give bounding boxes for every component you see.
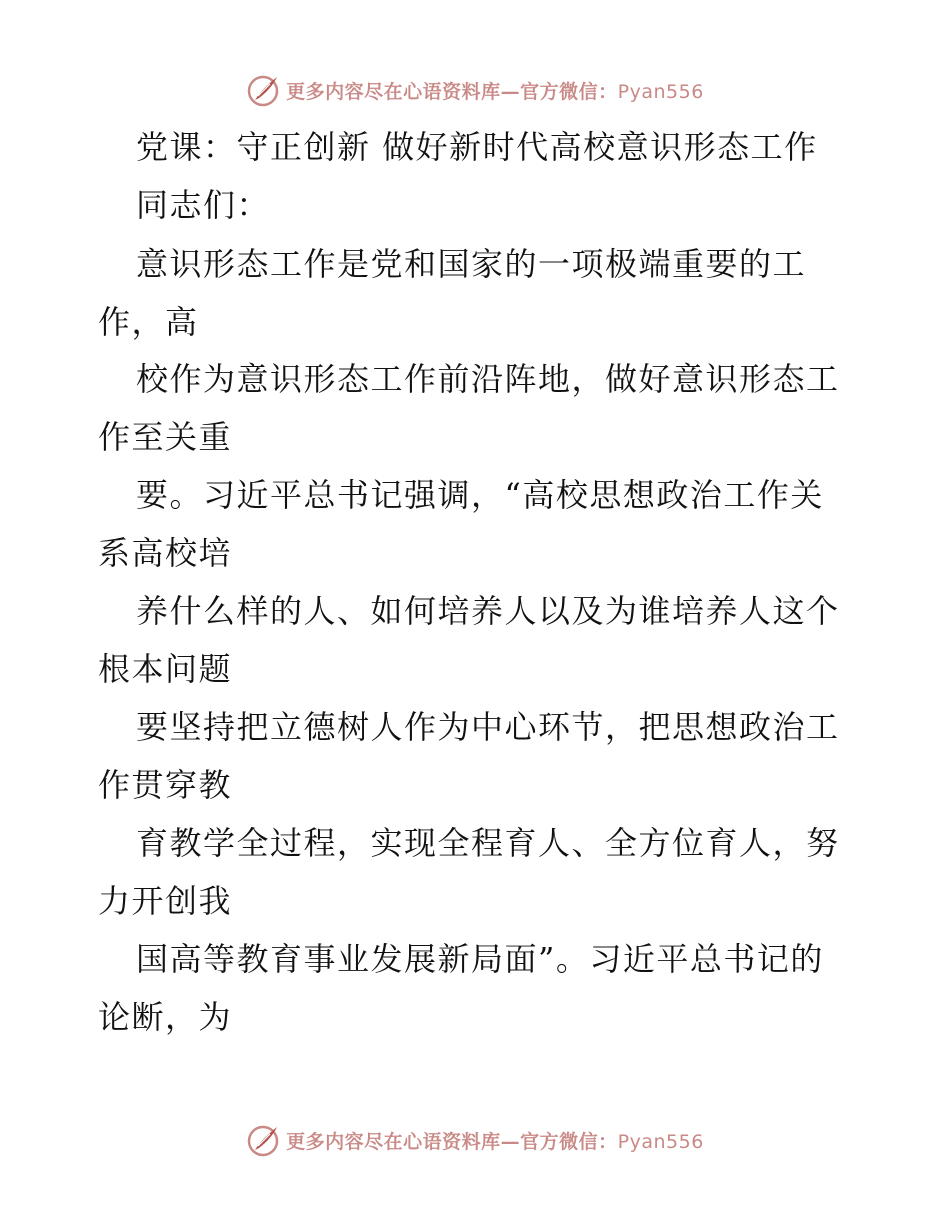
body-line: 养什么样的人、如何培养人以及为谁培养人这个 (136, 592, 840, 630)
watermark-text: 更多内容尽在心语资料库—官方微信：Pyan556 (286, 80, 704, 103)
watermark-text: 更多内容尽在心语资料库—官方微信：Pyan556 (286, 1130, 704, 1153)
body-line: 系高校培 (98, 534, 233, 572)
body-line: 校作为意识形态工作前沿阵地，做好意识形态工 (136, 360, 840, 398)
body-line: 论断，为 (98, 998, 233, 1036)
body-line: 意识形态工作是党和国家的一项极端重要的工 (136, 245, 807, 283)
body-line: 要。习近平总书记强调，“高校思想政治工作关 (136, 476, 824, 514)
body-line: 力开创我 (98, 882, 233, 920)
body-line: 根本问题 (98, 650, 233, 688)
body-line: 育教学全过程，实现全程育人、全方位育人，努 (136, 824, 840, 862)
footer-watermark (0, 1120, 950, 1160)
body-line: 作，高 (98, 303, 199, 341)
header-watermark (0, 70, 950, 110)
body-line: 作贯穿教 (98, 766, 233, 804)
body-line: 国高等教育事业发展新局面”。习近平总书记的 (136, 940, 824, 978)
quill-logo-icon (246, 72, 282, 108)
quill-logo-icon (246, 1122, 282, 1158)
salutation: 同志们： (136, 186, 271, 224)
body-line: 作至关重 (98, 418, 233, 456)
body-line: 要坚持把立德树人作为中心环节，把思想政治工 (136, 708, 840, 746)
document-title: 党课：守正创新 做好新时代高校意识形态工作 (136, 128, 818, 166)
